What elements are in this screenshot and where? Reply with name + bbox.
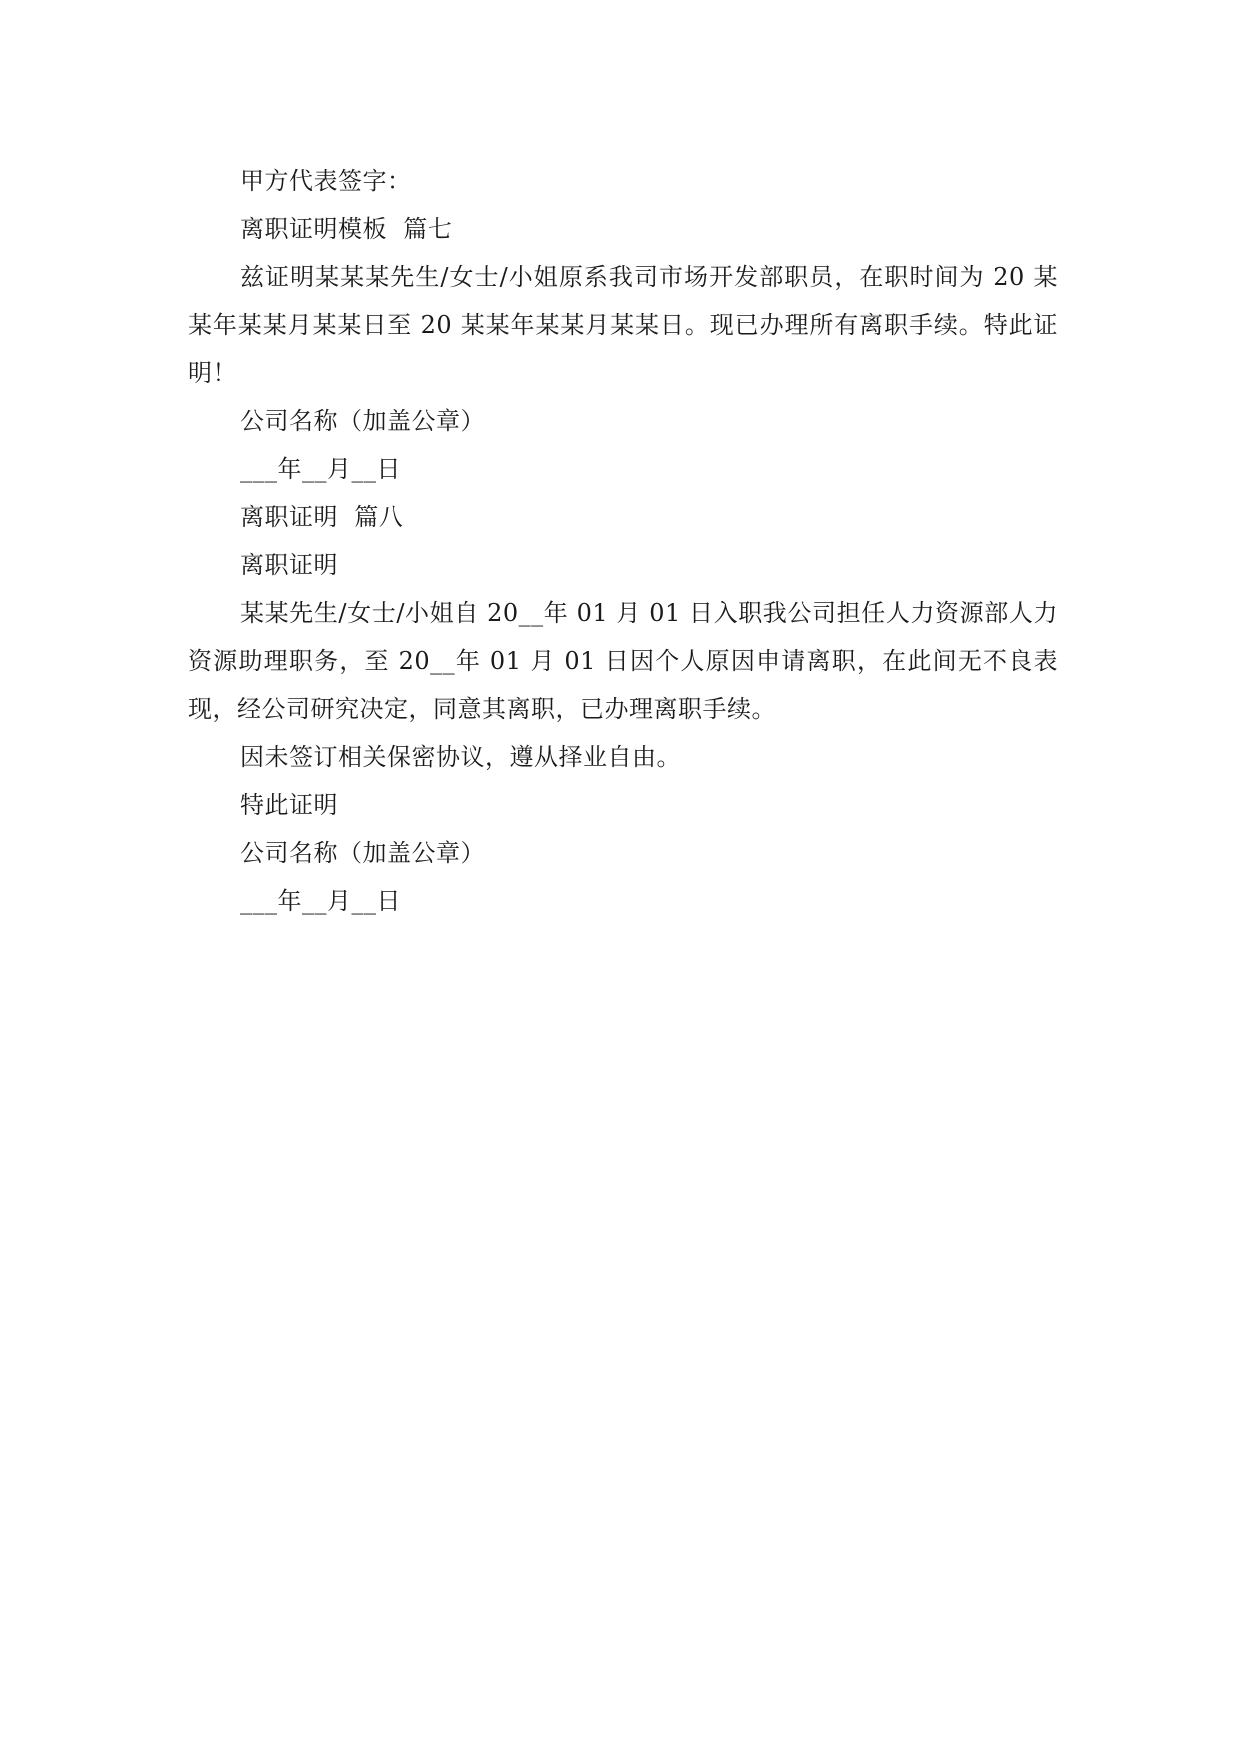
- signature-line: 甲方代表签字：: [240, 167, 412, 195]
- certificate-body-7: 兹证明某某某先生/女士/小姐原系我司市场开发部职员，在职时间为 20 某某年某某月某某日至 20 某某年某某月某某日。现已办理所有离职手续。特此证明！: [188, 263, 1058, 387]
- hereby-certify: 特此证明: [240, 791, 338, 819]
- certificate-body-8: 某某先生/女士/小姐自 20__年 01 月 01 日入职我公司担任人力资源部人力资源助理职务，至 20__年 01 月 01 日因个人原因申请离职，在此间无不良表现，经公司研究决定，同意其离职，已办理离职手续。: [188, 599, 1058, 723]
- section-heading-8: 离职证明 篇八: [240, 503, 404, 531]
- certificate-title-8: 离职证明: [240, 551, 338, 579]
- confidentiality-note: 因未签订相关保密协议，遵从择业自由。: [240, 743, 681, 771]
- date-line-8: ___年__月__日: [240, 887, 401, 915]
- document-body: [188, 157, 1058, 925]
- date-line-7: ___年__月__日: [240, 455, 401, 483]
- section-heading-7: 离职证明模板 篇七: [240, 215, 453, 243]
- company-name-line-7: 公司名称（加盖公章）: [240, 407, 485, 435]
- company-name-line-8: 公司名称（加盖公章）: [240, 839, 485, 867]
